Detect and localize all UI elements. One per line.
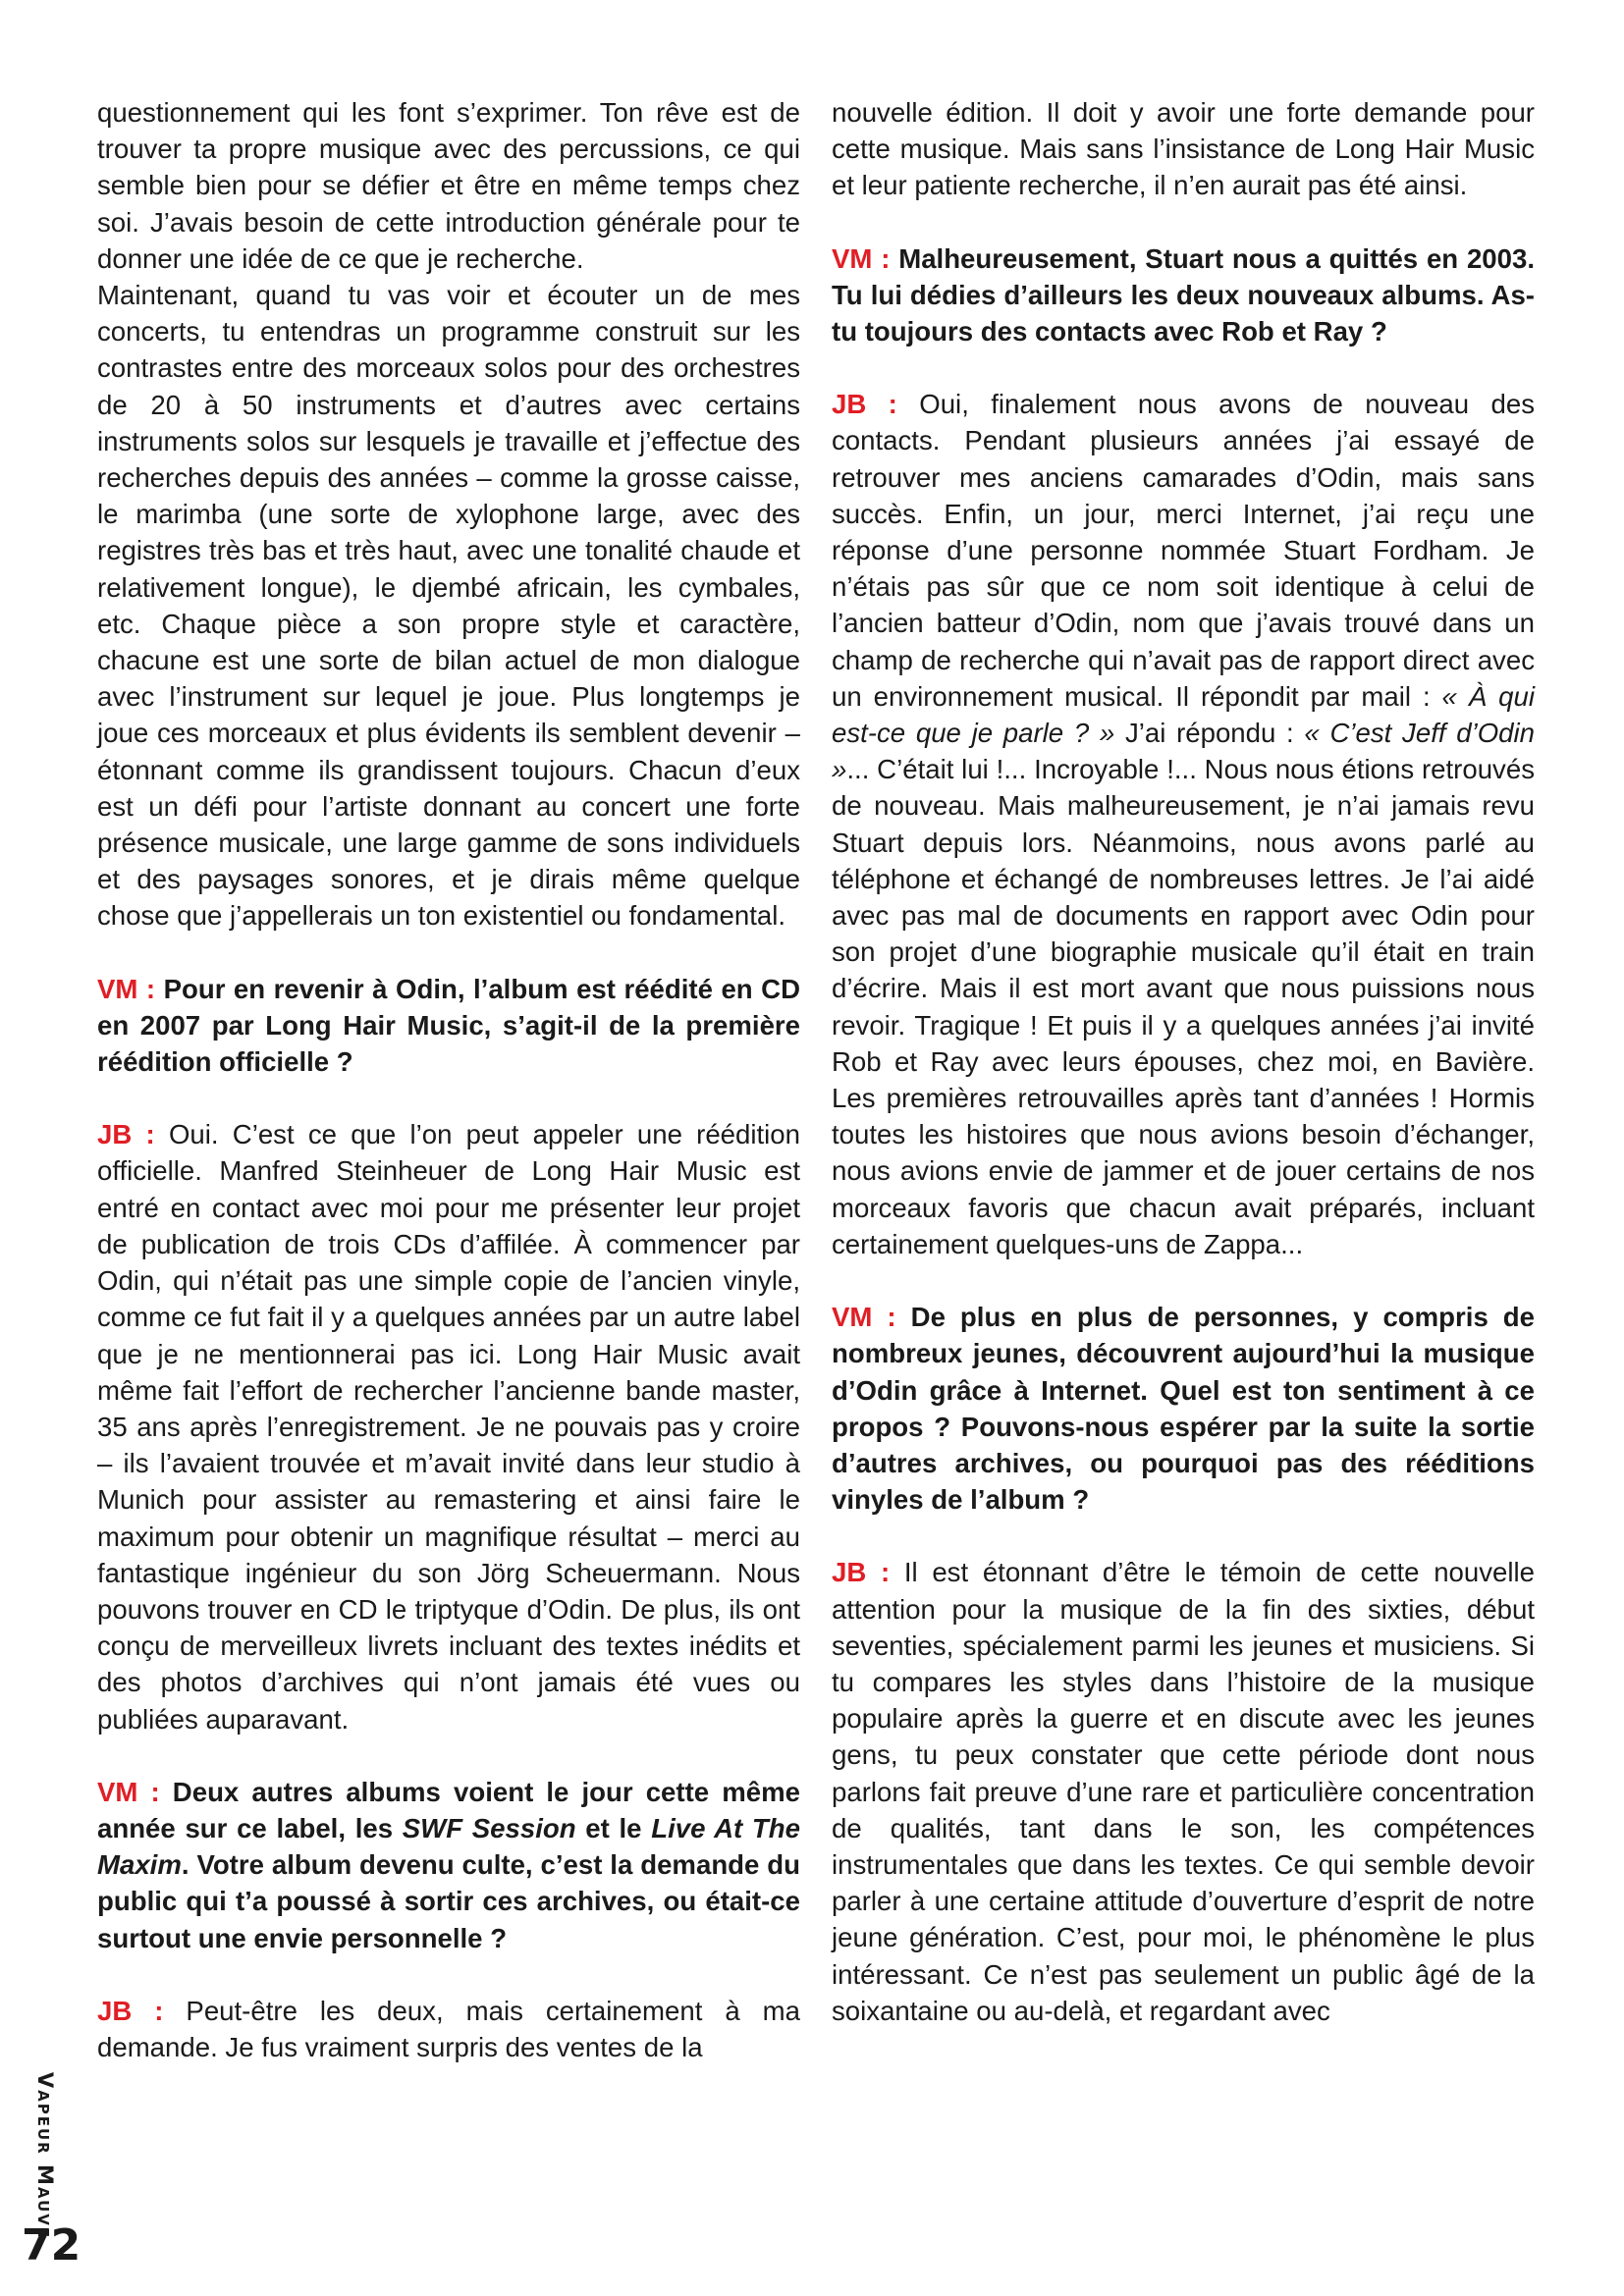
- paragraph: questionnement qui les font s’exprimer. Ton rêve est de trouver ta propre musique avec des percussions, ce qui semble bien pour se défier et être en même temps chez soi. J’avais besoin de cette introduction générale pour te donner une idée de ce que je recherche.: [97, 97, 800, 274]
- question-text: . Votre album devenu culte, c’est la demande du public qui t’a poussé à sortir ces archives, ou était-ce surtout une envie personnelle ?: [97, 1849, 800, 1953]
- interview-question: [832, 240, 1535, 350]
- answer-text: J’ai répondu :: [1114, 718, 1305, 749]
- interview-answer: [97, 1116, 800, 1736]
- answer-continuation: nouvelle édition. Il doit y avoir une forte demande pour cette musique. Mais sans l’insistance de Long Hair Music et leur patiente recherche, il n’en aurait pas été ainsi.: [832, 97, 1535, 201]
- quoted-text: « À qui est-ce que je parle ? »: [832, 680, 1535, 749]
- speaker-label-jb: JB :: [97, 1995, 164, 2026]
- interview-question: [97, 1774, 800, 1956]
- interview-answer: [97, 1993, 800, 2065]
- page-number: 72: [22, 2220, 81, 2270]
- speaker-label-jb: JB :: [97, 1119, 155, 1150]
- speaker-label-jb: JB :: [832, 389, 897, 420]
- question-text: Pour en revenir à Odin, l’album est réédité en CD en 2007 par Long Hair Music, s’agit-il de la première réédition officielle ?: [97, 973, 800, 1078]
- paragraph: Maintenant, quand tu vas voir et écouter un de mes concerts, tu entendras un programme construit sur les contrastes entre des morceaux solos pour des orchestres de 20 à 50 instruments et d’autres avec certains instruments solos sur lesquels je travaille et j’effectue des recherches depuis des années – comme la grosse caisse, le marimba (une sorte de xylophone large, avec des registres très bas et très haut, avec une tonalité chaude et relativement longue), le djembé africain, les cymbales, etc. Chaque pièce a son propre style et caractère, chacune est une sorte de bilan actuel de mon dialogue avec l’instrument sur lequel je joue. Plus longtemps je joue ces morceaux et plus évidents ils semblent devenir – étonnant comme ils grandissent toujours. Chacun d’eux est un défi pour l’artiste donnant au concert une forte présence musicale, une large gamme de sons individuels et des paysages sonores, et je dirais même quelque chose que j’appellerais un ton existentiel ou fondamental.: [97, 280, 800, 932]
- right-column: [832, 94, 1535, 2065]
- left-column: [97, 94, 800, 2102]
- interview-question: [832, 1299, 1535, 1518]
- question-text: Malheureusement, Stuart nous a quittés en 2003. Tu lui dédies d’ailleurs les deux nouveaux albums. As-tu toujours des contacts avec Rob et Ray ?: [832, 242, 1535, 347]
- answer-text: Peut-être les deux, mais certainement à ma demande. Je fus vraiment surpris des ventes de la: [97, 1995, 800, 2062]
- answer-text: Il est étonnant d’être le témoin de cette nouvelle attention pour la musique de la fin des sixties, début seventies, spécialement parmi les jeunes et musiciens. Si tu compares les styles dans l’histoire de la musique populaire après la guerre et en discute avec les jeunes gens, tu peux constater que cette période dont nous parlons fait preuve d’une rare et particulière concentration de qualités, tant dans le son, les compétences instrumentales que dans les textes. Ce qui semble devoir parler à une certaine attitude d’ouverture d’esprit de notre jeune génération. C’est, pour moi, le phénomène le plus intéressant. Ce n’est pas seulement un public âgé de la soixantaine ou au-delà, et regardant avec: [832, 1557, 1535, 2026]
- speaker-label-vm: VM :: [832, 242, 891, 274]
- speaker-label-jb: JB :: [832, 1557, 891, 1588]
- album-title: SWF Session: [402, 1812, 576, 1843]
- album-title: Live At The Maxim: [97, 1812, 800, 1881]
- speaker-label-vm: VM :: [832, 1302, 896, 1333]
- quoted-text: « C’est Jeff d’Odin »: [832, 718, 1535, 785]
- interview-question: [97, 971, 800, 1081]
- answer-text: Oui, finalement nous avons de nouveau des contacts. Pendant plusieurs années j’ai essayé de retrouver mes anciens camarades d’Odin, mais sans succès. Enfin, un jour, merci Internet, j’ai reçu une réponse d’une personne nommée Stuart Fordham. Je n’étais pas sûr que ce nom soit identique à celui de l’ancien batteur d’Odin, nom que j’avais trouvé dans un champ de recherche qui n’avait pas de rapport direct avec un environnement musical. Il répondit par mail :: [832, 389, 1535, 712]
- speaker-label-vm: VM :: [97, 1776, 160, 1807]
- speaker-label-vm: VM :: [97, 973, 156, 1004]
- answer-text: Oui. C’est ce que l’on peut appeler une réédition officielle. Manfred Steinheuer de Long Hair Music est entré en contact avec moi pour me présenter leur projet de publication de trois CDs d’affilée. À commencer par Odin, qui n’était pas une simple copie de l’ancien vinyle, comme ce fut fait il y a quelques années par un autre label que je ne mentionnerai pas ici. Long Hair Music avait même fait l’effort de rechercher l’ancienne bande master, 35 ans après l’enregistrement. Je ne pouvais pas y croire – ils l’avaient trouvée et m’avait invité dans leur studio à Munich pour assister au remastering et ainsi faire le maximum pour obtenir un magnifique résultat – merci au fantastique ingénieur du son Jörg Scheuermann. Nous pouvons trouver en CD le triptyque d’Odin. De plus, ils ont conçu de merveilleux livrets incluant des textes inédits et des photos d’archives qui n’ont jamais été vues ou publiées auparavant.: [97, 1119, 800, 1735]
- answer-text: ... C’était lui !... Incroyable !... Nous nous étions retrouvés de nouveau. Mais malheureusement, je n’ai jamais revu Stuart depuis lors. Néanmoins, nous avons parlé au téléphone et échangé de nombreuses lettres. Je l’ai aidé avec pas mal de documents en rapport avec Odin pour son projet d’une biographie musicale qu’il était en train d’écrire. Mais il est mort avant que nous puissions nous revoir. Tragique ! Et puis il y a quelques années j’ai invité Rob et Ray avec leurs épouses, chez moi, en Bavière. Les premières retrouvailles après tant d’années ! Hormis toutes les histoires que nous avions besoin d’échanger, nous avions envie de jammer et de jouer certains de nos morceaux favoris que chacun avait préparés, incluant certainement quelques-uns de Zappa...: [832, 754, 1535, 1259]
- question-text: Deux autres albums voient le jour cette même année sur ce label, les: [97, 1776, 800, 1843]
- magazine-name-vertical: Vapeur Mauve: [33, 2071, 57, 2240]
- question-text: et le: [575, 1812, 652, 1843]
- question-text: De plus en plus de personnes, y compris de nombreux jeunes, découvrent aujourd’hui la musique d’Odin grâce à Internet. Quel est ton sentiment à ce propos ? Pouvons-nous espérer par la suite la sortie d’autres archives, ou pourquoi pas des rééditions vinyles de l’album ?: [832, 1302, 1536, 1516]
- interview-answer: [832, 1554, 1535, 2029]
- interview-answer: [832, 386, 1535, 1262]
